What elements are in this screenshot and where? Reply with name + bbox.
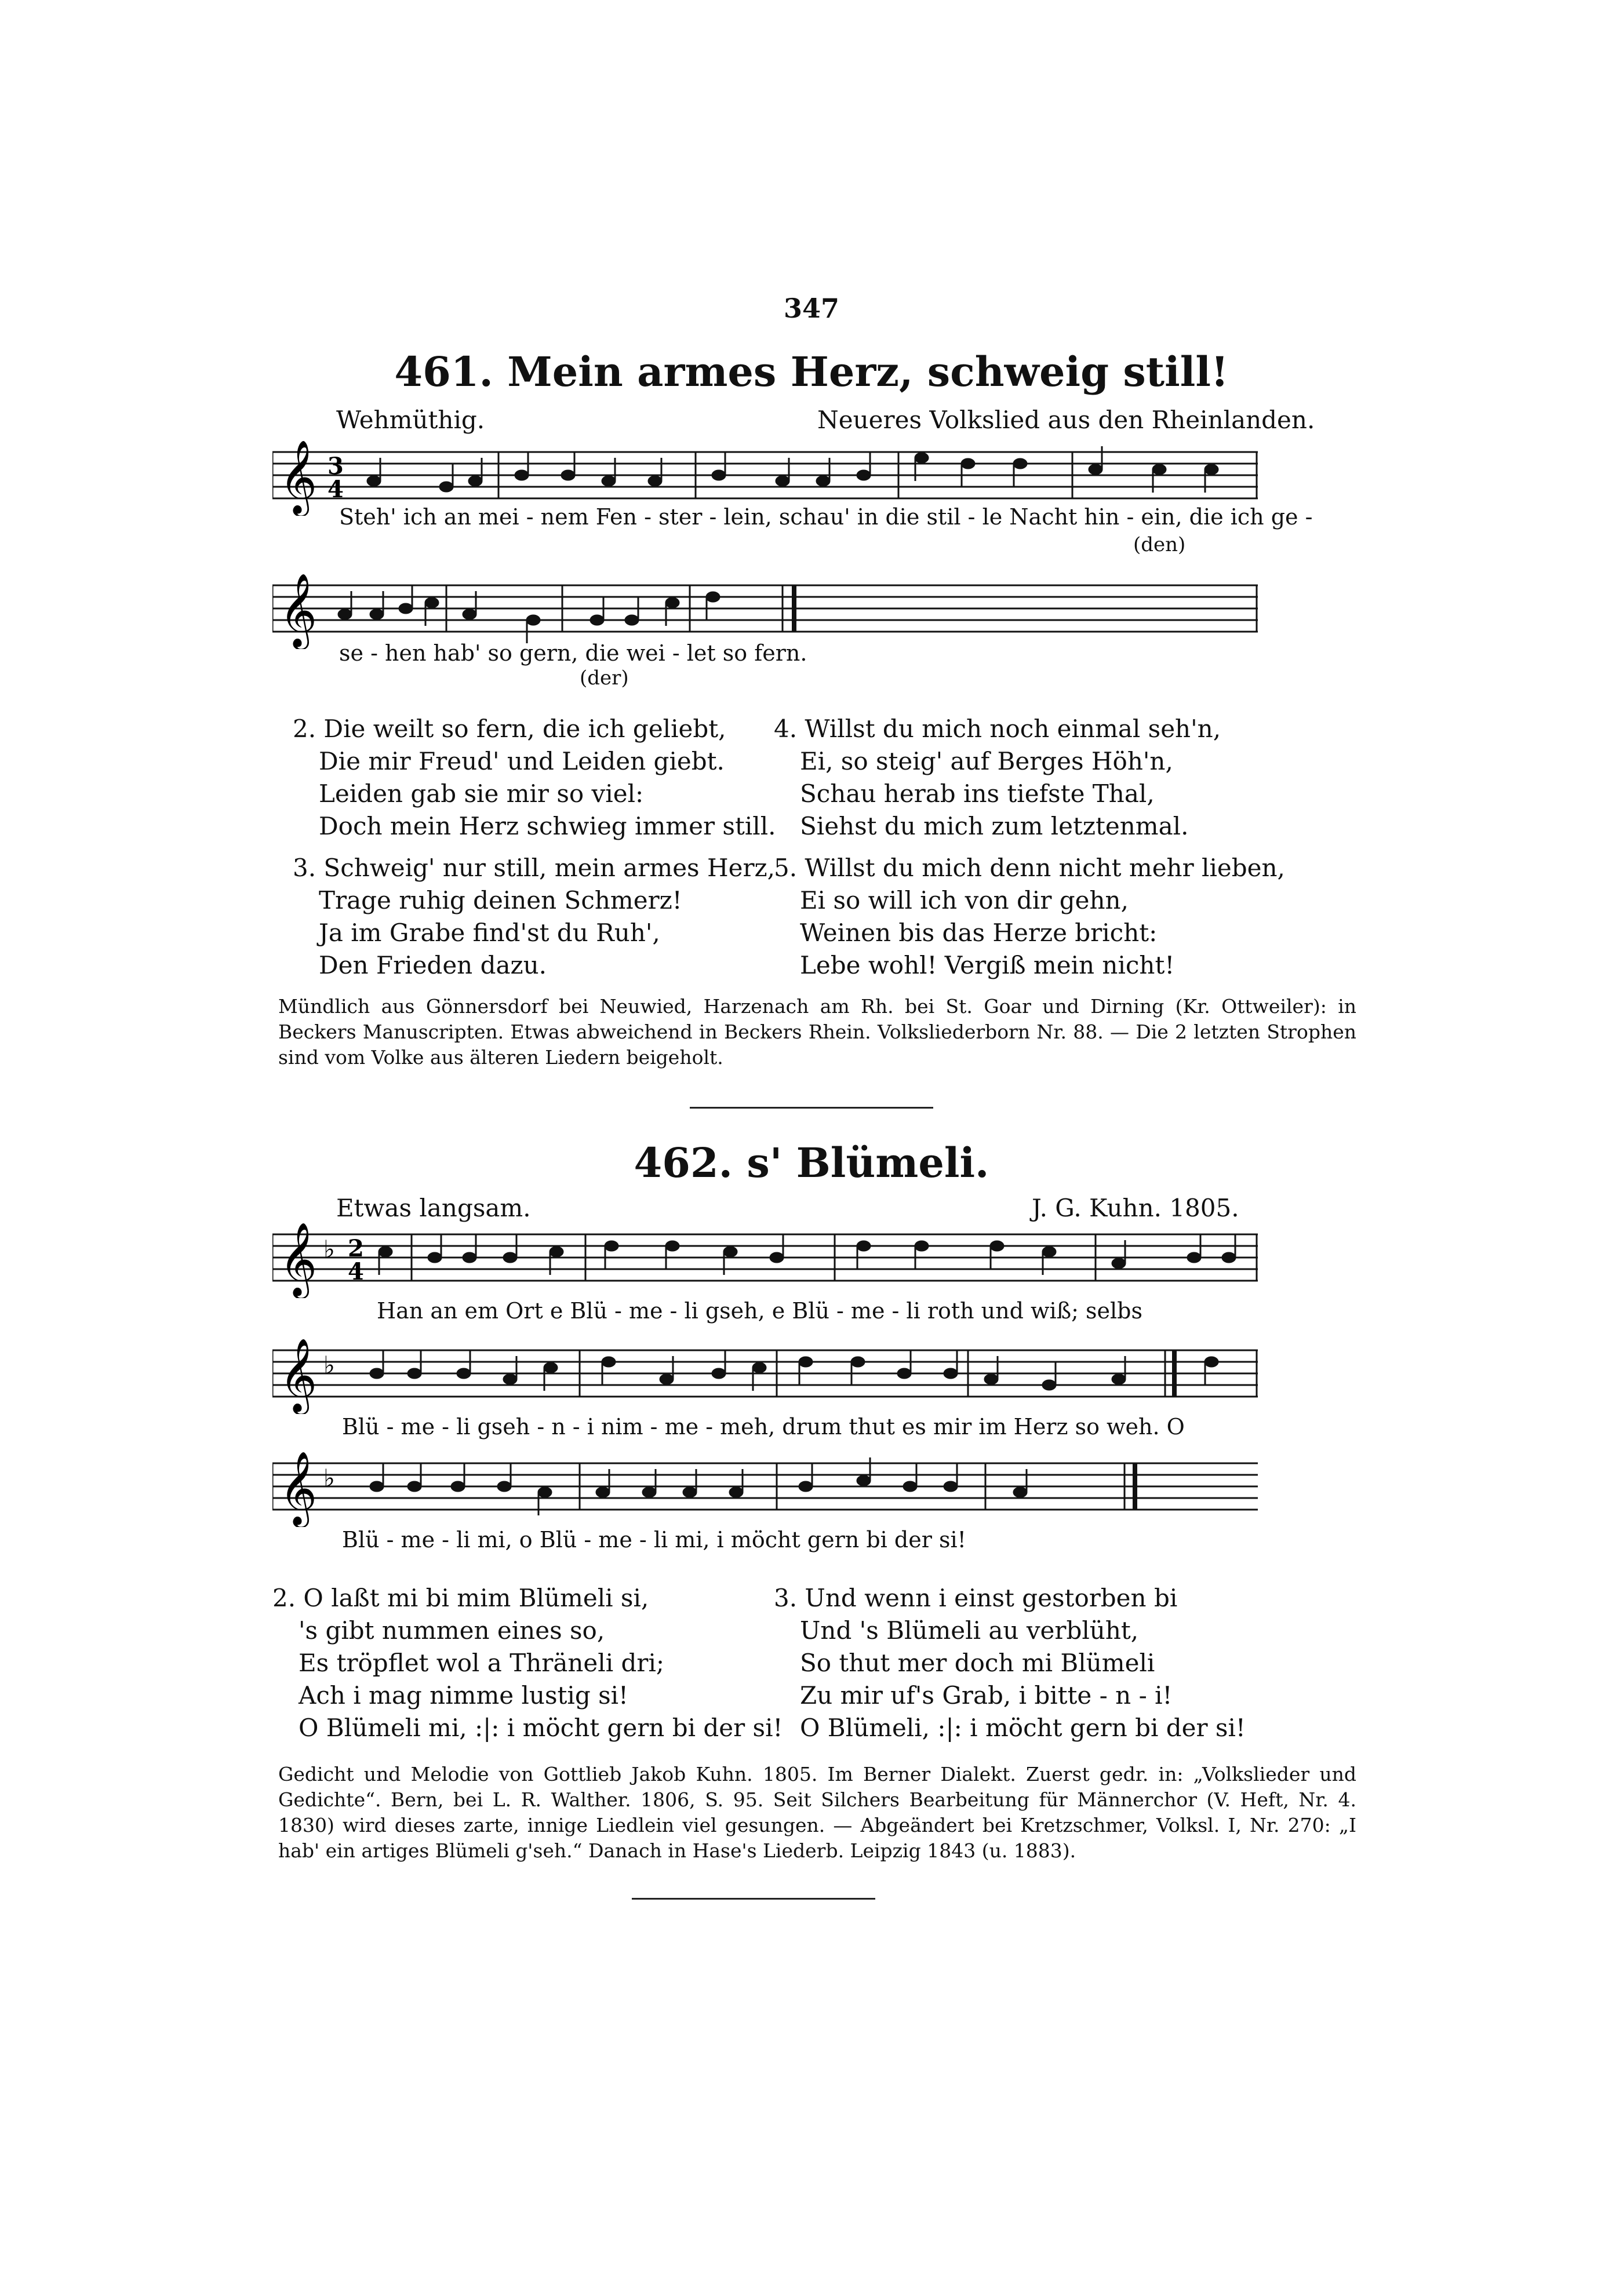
verse-line: Ja im Grabe find'st du Ruh',: [319, 919, 660, 947]
verse-line: Doch mein Herz schwieg immer still.: [319, 812, 776, 840]
svg-text:4: 4: [327, 476, 344, 503]
svg-text:𝄞: 𝄞: [279, 1223, 318, 1296]
music-staff-462-3: [272, 1452, 1258, 1527]
verse-line: Schau herab ins tiefste Thal,: [800, 779, 1155, 808]
svg-text:𝄞: 𝄞: [279, 574, 318, 647]
verse-line: 2. O laßt mi bi mim Blümeli si,: [272, 1584, 649, 1612]
verse-line: Lebe wohl! Vergiß mein nicht!: [800, 951, 1175, 979]
page-number: 347: [783, 293, 840, 324]
verse-line: So thut mer doch mi Blümeli: [800, 1649, 1155, 1677]
verse-line: Ach i mag nimme lustig si!: [299, 1681, 628, 1710]
verse-line: 3. Schweig' nur still, mein armes Herz,: [293, 854, 776, 882]
verse-line: Leiden gab sie mir so viel:: [319, 779, 644, 808]
music-staff-462-2: [272, 1339, 1258, 1414]
music-staff-462-1: [272, 1223, 1258, 1298]
song-461-verse-5: [774, 852, 1285, 982]
song-462-lyrics-line-3: Blü - me - li mi, o Blü - me - li mi, i möcht gern bi der si!: [342, 1527, 966, 1552]
svg-text:3: 3: [327, 453, 344, 480]
verse-line: O Blümeli mi, :|: i möcht gern bi der si!: [299, 1714, 783, 1742]
svg-text:4: 4: [348, 1258, 364, 1285]
svg-text:♭: ♭: [323, 1235, 335, 1263]
verse-line: 5. Willst du mich denn nicht mehr lieben,: [774, 854, 1285, 882]
song-462-title: 462. s' Blümeli.: [634, 1139, 989, 1187]
verse-line: Ei so will ich von dir gehn,: [800, 886, 1129, 914]
song-462-verse-2: [272, 1582, 783, 1744]
song-461-lyrics-line-1-variant: (den): [1133, 533, 1186, 556]
verse-line: 2. Die weilt so fern, die ich geliebt,: [293, 715, 726, 743]
svg-text:𝄞: 𝄞: [279, 440, 318, 513]
svg-text:𝄞: 𝄞: [279, 1339, 318, 1412]
song-462-lyrics-line-1: Han an em Ort e Blü - me - li gseh, e Blü - me - li roth und wiß; selbs: [377, 1298, 1142, 1324]
svg-text:♭: ♭: [323, 1351, 335, 1379]
verse-line: Die mir Freud' und Leiden giebt.: [319, 747, 725, 775]
verse-line: Den Frieden dazu.: [319, 951, 547, 979]
verse-line: Trage ruhig deinen Schmerz!: [319, 886, 682, 914]
verse-line: Weinen bis das Herze bricht:: [800, 919, 1158, 947]
section-divider: [690, 1107, 933, 1109]
verse-line: 3. Und wenn i einst gestorben bi: [774, 1584, 1178, 1612]
song-462-tempo: Etwas langsam.: [336, 1194, 531, 1222]
section-divider: [632, 1898, 875, 1900]
song-462-source: J. G. Kuhn. 1805.: [1032, 1194, 1239, 1222]
svg-text:𝄞: 𝄞: [279, 1452, 318, 1525]
song-461-verse-4: [774, 713, 1221, 843]
verse-line: 's gibt nummen eines so,: [299, 1616, 605, 1645]
song-461-source: Neueres Volkslied aus den Rheinlanden.: [817, 406, 1315, 434]
song-461-verse-3: [293, 852, 775, 982]
song-461-source-note: Mündlich aus Gönnersdorf bei Neuwied, Harzenach am Rh. bei St. Goar und Dirning (Kr. Ottweiler): in Beckers Manuscripten. Etwas abweichend in Beckers Rhein. Volksliederborn Nr. 88. — Die 2 letzten Strophen sind vom Volke aus älteren Liedern beigeholt.: [278, 995, 1356, 1069]
song-461-verse-2: [293, 713, 776, 843]
verse-line: Ei, so steig' auf Berges Höh'n,: [800, 747, 1173, 775]
song-462-source-note: Gedicht und Melodie von Gottlieb Jakob Kuhn. 1805. Im Berner Dialekt. Zuerst gedr. in: „Volkslieder und Gedichte“. Bern, bei L. R. Walther. 1806, S. 95. Seit Silchers Bearbeitung für Männerchor (V. Heft, Nr. 4. 1830) wird dieses zarte, innige Liedlein viel gesungen. — Abgeändert bei Kretzschmer, Volksl. I, Nr. 270: „I hab' ein artiges Blümeli g'seh.“ Danach in Hase's Liederb. Leipzig 1843 (u. 1883).: [278, 1763, 1356, 1862]
verse-line: Siehst du mich zum letztenmal.: [800, 812, 1189, 840]
verse-line: 4. Willst du mich noch einmal seh'n,: [774, 715, 1221, 743]
song-461-tempo: Wehmüthig.: [336, 406, 485, 434]
song-462-verse-3: [774, 1582, 1246, 1744]
song-461-lyrics-line-1: Steh' ich an mei - nem Fen - ster - lein, schau' in die stil - le Nacht hin - ein, die ich ge -: [339, 504, 1313, 530]
svg-text:2: 2: [348, 1235, 364, 1262]
verse-line: Zu mir uf's Grab, i bitte - n - i!: [800, 1681, 1173, 1710]
verse-line: Es tröpflet wol a Thräneli dri;: [299, 1649, 665, 1677]
music-staff-461-2: [272, 574, 1258, 649]
song-462-lyrics-line-2: Blü - me - li gseh - n - i nim - me - meh, drum thut es mir im Herz so weh. O: [342, 1414, 1185, 1439]
song-461-lyrics-line-2: se - hen hab' so gern, die wei - let so fern.: [339, 640, 807, 666]
song-461-title: 461. Mein armes Herz, schweig still!: [394, 348, 1229, 396]
svg-text:♭: ♭: [323, 1464, 335, 1492]
song-461-lyrics-line-2-variant: (der): [580, 666, 629, 690]
verse-line: O Blümeli, :|: i möcht gern bi der si!: [800, 1714, 1246, 1742]
verse-line: Und 's Blümeli au verblüht,: [800, 1616, 1139, 1645]
